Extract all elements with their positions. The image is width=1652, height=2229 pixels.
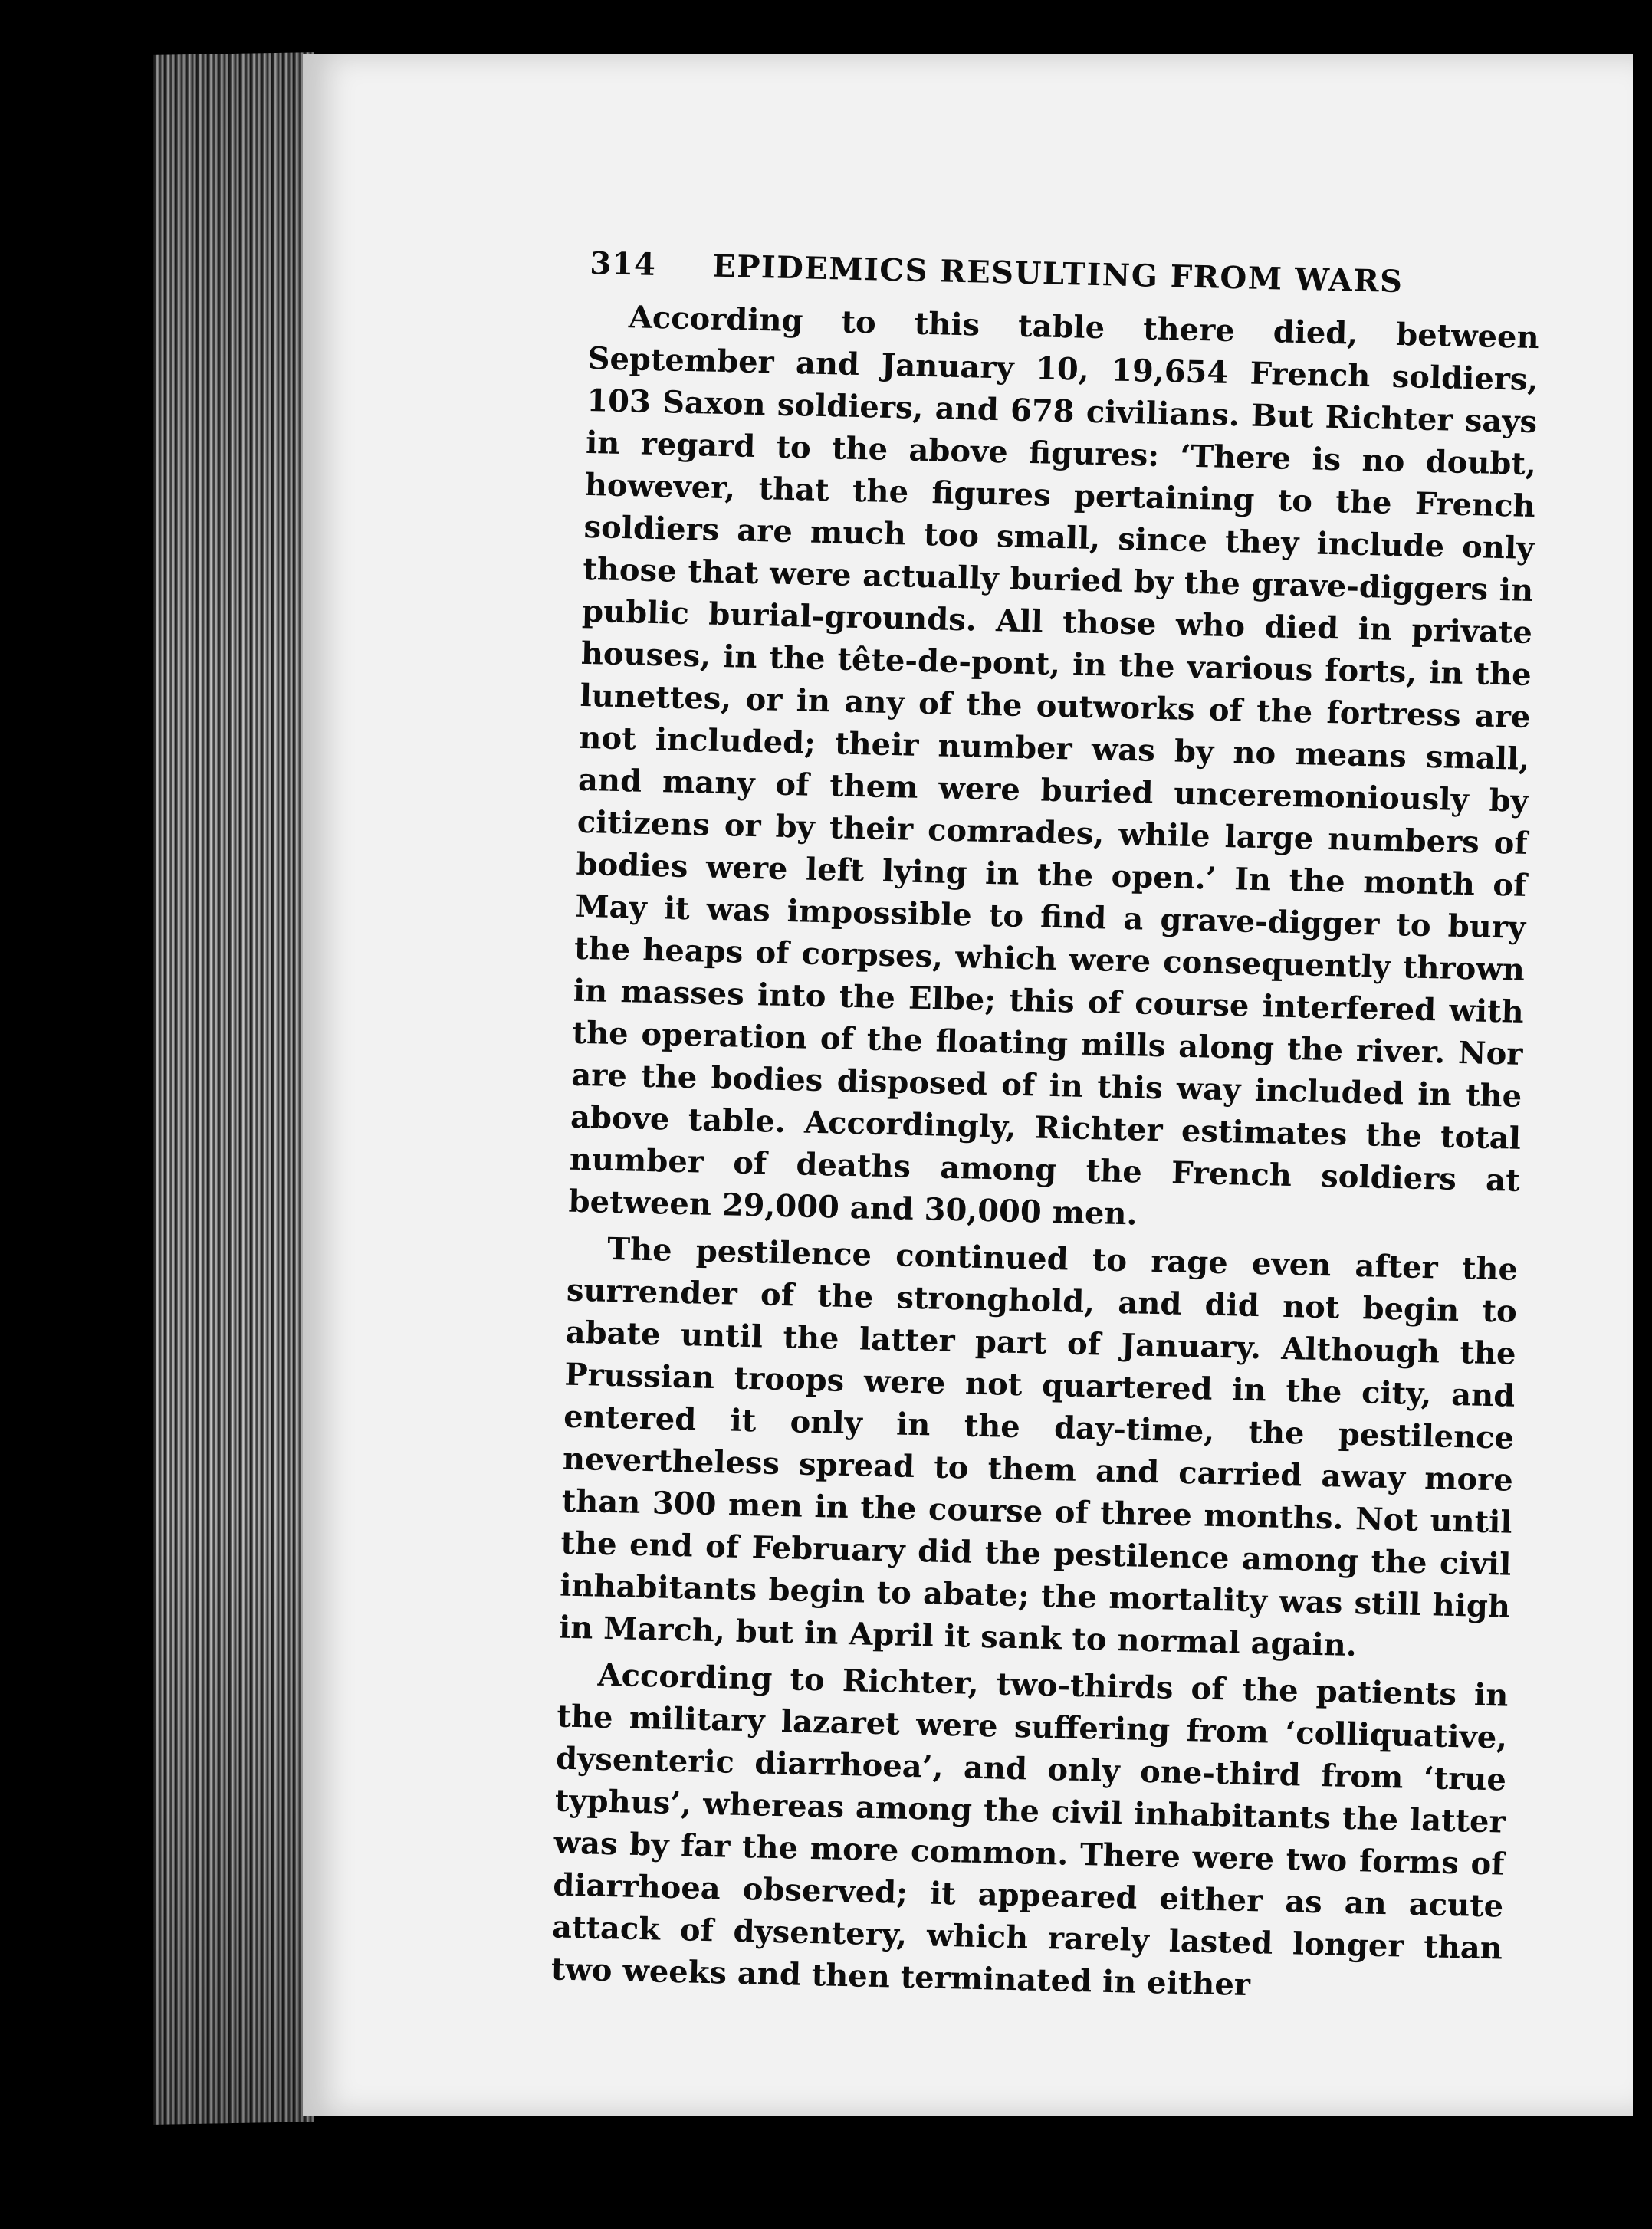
page-edges-shadow: [153, 52, 314, 2125]
body-paragraph-2: The pestilence continued to rage even after the surrender of the stronghold, and did not begin to abate until the latter part of January. Although the Prussian troops were not quartered in the city, and entered it only in the day-time, the pestilence nevertheless spread to them and carried away more than 300 men in the course of three months. Not until the end of February did the pestilence among the civil inhabitants begin to abate; the mortality was still high in March, but in April it sank to normal again.: [558, 1230, 1519, 1664]
page-number: 314: [589, 245, 657, 283]
page-content: [550, 245, 1540, 2012]
running-head-title: EPIDEMICS RESULTING FROM WARS: [711, 248, 1404, 300]
body-paragraph-3: According to Richter, two-thirds of the patients in the military lazaret were suffering from ‘colliquative, dysenteric diarrhoea’, and only one-third from ‘true typhus’, whereas among the civil inhabitants the latter was by far the more common. There were two forms of diarrhoea observed; it appeared either as an acute attack of dysentery, which rarely lasted longer than two weeks and then terminated in either: [550, 1656, 1509, 2004]
body-paragraph-1: According to this table there died, between September and January 10, 19,654 French soldiers, 103 Saxon soldiers, and 678 civilians. But Richter says in regard to the above figures: ‘There is no doubt, however, that the figures pertaining to the French soldiers are much too small, since they include only those that were actually buried by the grave-diggers in public burial-grounds. All those who died in private houses, in the tête-de-pont, in the various forts, in the lunettes, or in any of the outworks of the fortress are not included; their number was by no means small, and many of them were buried unceremoniously by citizens or by their comrades, while large numbers of bodies were left lying in the open.’ In the month of May it was impossible to find a grave-digger to bury the heaps of corpses, which were consequently thrown in masses into the Elbe; this of course interfered with the operation of the floating mills along the river. Nor are the bodies disposed of in this way included in the above table. Accordingly, Richter estimates the total number of deaths among the French soldiers at between 29,000 and 30,000 men.: [568, 299, 1540, 1233]
